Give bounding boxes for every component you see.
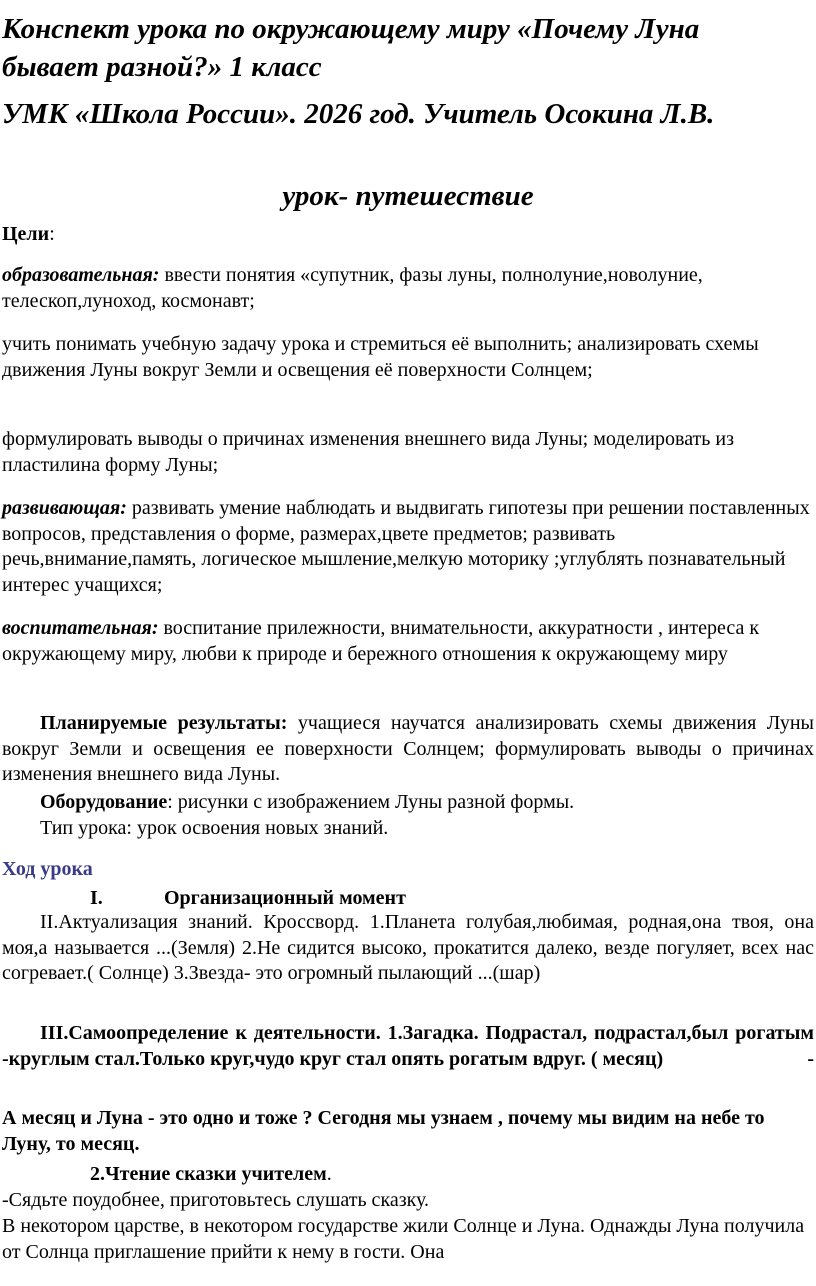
goals-heading	[2, 222, 814, 248]
goal-developing-text: развивать умение наблюдать и выдвигать гипотезы при решении поставленных вопросов, представления о форме, размерах,цвете предметов; развивать речь,внимание,память, логическое мышление,мелкую моторику ;углублять познавательный интерес учащихся;	[2, 497, 810, 596]
reading-heading	[2, 1162, 814, 1188]
equipment	[2, 790, 814, 816]
section-3-question: А месяц и Луна - это одно и тоже ? Сегодня мы узнаем , почему мы видим на небе то Луну, то месяц.	[2, 1107, 765, 1155]
course-heading: Ход урока	[2, 858, 93, 880]
sit-instruction: -Сядьте поудобнее, приготовьтесь слушать сказку.	[2, 1189, 430, 1211]
planned-results-text: учащиеся научатся анализировать схемы движения Луны вокруг Земли и освещения ее поверхности Солнцем; формулировать выводы о причинах изменения внешнего вида Луны.	[2, 712, 814, 785]
goal-developing	[2, 496, 814, 598]
goal-upbringing-label: воспитательная:	[2, 617, 159, 639]
goal-paragraph-conclusions: формулировать выводы о причинах изменения внешнего вида Луны; моделировать из пластилина форму Луны;	[2, 428, 735, 476]
goal-paragraph-understand: учить понимать учебную задачу урока и стремиться её выполнить; анализировать схемы движения Луны вокруг Земли и освещения её поверхности Солнцем;	[2, 333, 759, 381]
goal-educational	[2, 263, 814, 314]
section-1-number: I.	[90, 887, 103, 909]
equipment-text: : рисунки с изображением Луны разной формы.	[167, 791, 575, 813]
lesson-type-heading: урок- путешествие	[282, 180, 534, 212]
document-title: Конспект урока по окружающему миру «Почему Луна бывает разной?» 1 класс	[2, 13, 700, 83]
goal-upbringing-text: воспитание прилежности, внимательности, аккуратности , интереса к окружающему миру, любви к природе и бережного отношения к окружающему миру	[2, 617, 760, 665]
planned-results-label: Планируемые результаты:	[40, 712, 288, 734]
section-2-crossword: II.Актуализация знаний. Кроссворд. 1.Планета голубая,любимая, родная,она твоя, она моя,а называется ...(Земля) 2.Не сидится высоко, прокатится далеко, везде погуляет, всех нас согревает.( Солнце) 3.Звезда- это огромный пылающий ...(шар)	[2, 911, 814, 984]
reading-label: 2.Чтение сказки учителем	[90, 1163, 327, 1185]
section-1-title: Организационный момент	[164, 887, 406, 909]
goals-colon: :	[49, 223, 55, 245]
goal-upbringing	[2, 616, 814, 667]
goal-educational-label: образовательная:	[2, 264, 160, 286]
section-3-text: III.Самоопределение к деятельности. 1.Загадка. Подрастал, подрастал,был рогатым -круглым стал.Только круг,чудо круг стал опять рогатым вдруг. ( месяц)	[2, 1022, 814, 1070]
umk-teacher-line: УМК «Школа России». 2026 год. Учитель Осокина Л.В.	[2, 98, 715, 130]
story-start: В некотором царстве, в некотором государстве жили Солнце и Луна. Однажды Луна получила от Солнца приглашение прийти к нему в гости. Она	[2, 1215, 805, 1263]
reading-dot: .	[326, 1163, 332, 1185]
planned-results	[2, 711, 814, 788]
goals-label: Цели	[2, 223, 50, 245]
section-3-riddle	[2, 1021, 814, 1072]
equipment-label: Оборудование	[40, 791, 168, 813]
goal-educational-text: ввести понятия «супутник, фазы луны, полнолуние,новолуние, телескоп,луноход, космонавт;	[2, 264, 703, 312]
lesson-kind: Тип урока: урок освоения новых знаний.	[40, 817, 389, 839]
goal-developing-label: развивающая:	[2, 497, 127, 519]
section-3-dash: -	[807, 1047, 814, 1070]
